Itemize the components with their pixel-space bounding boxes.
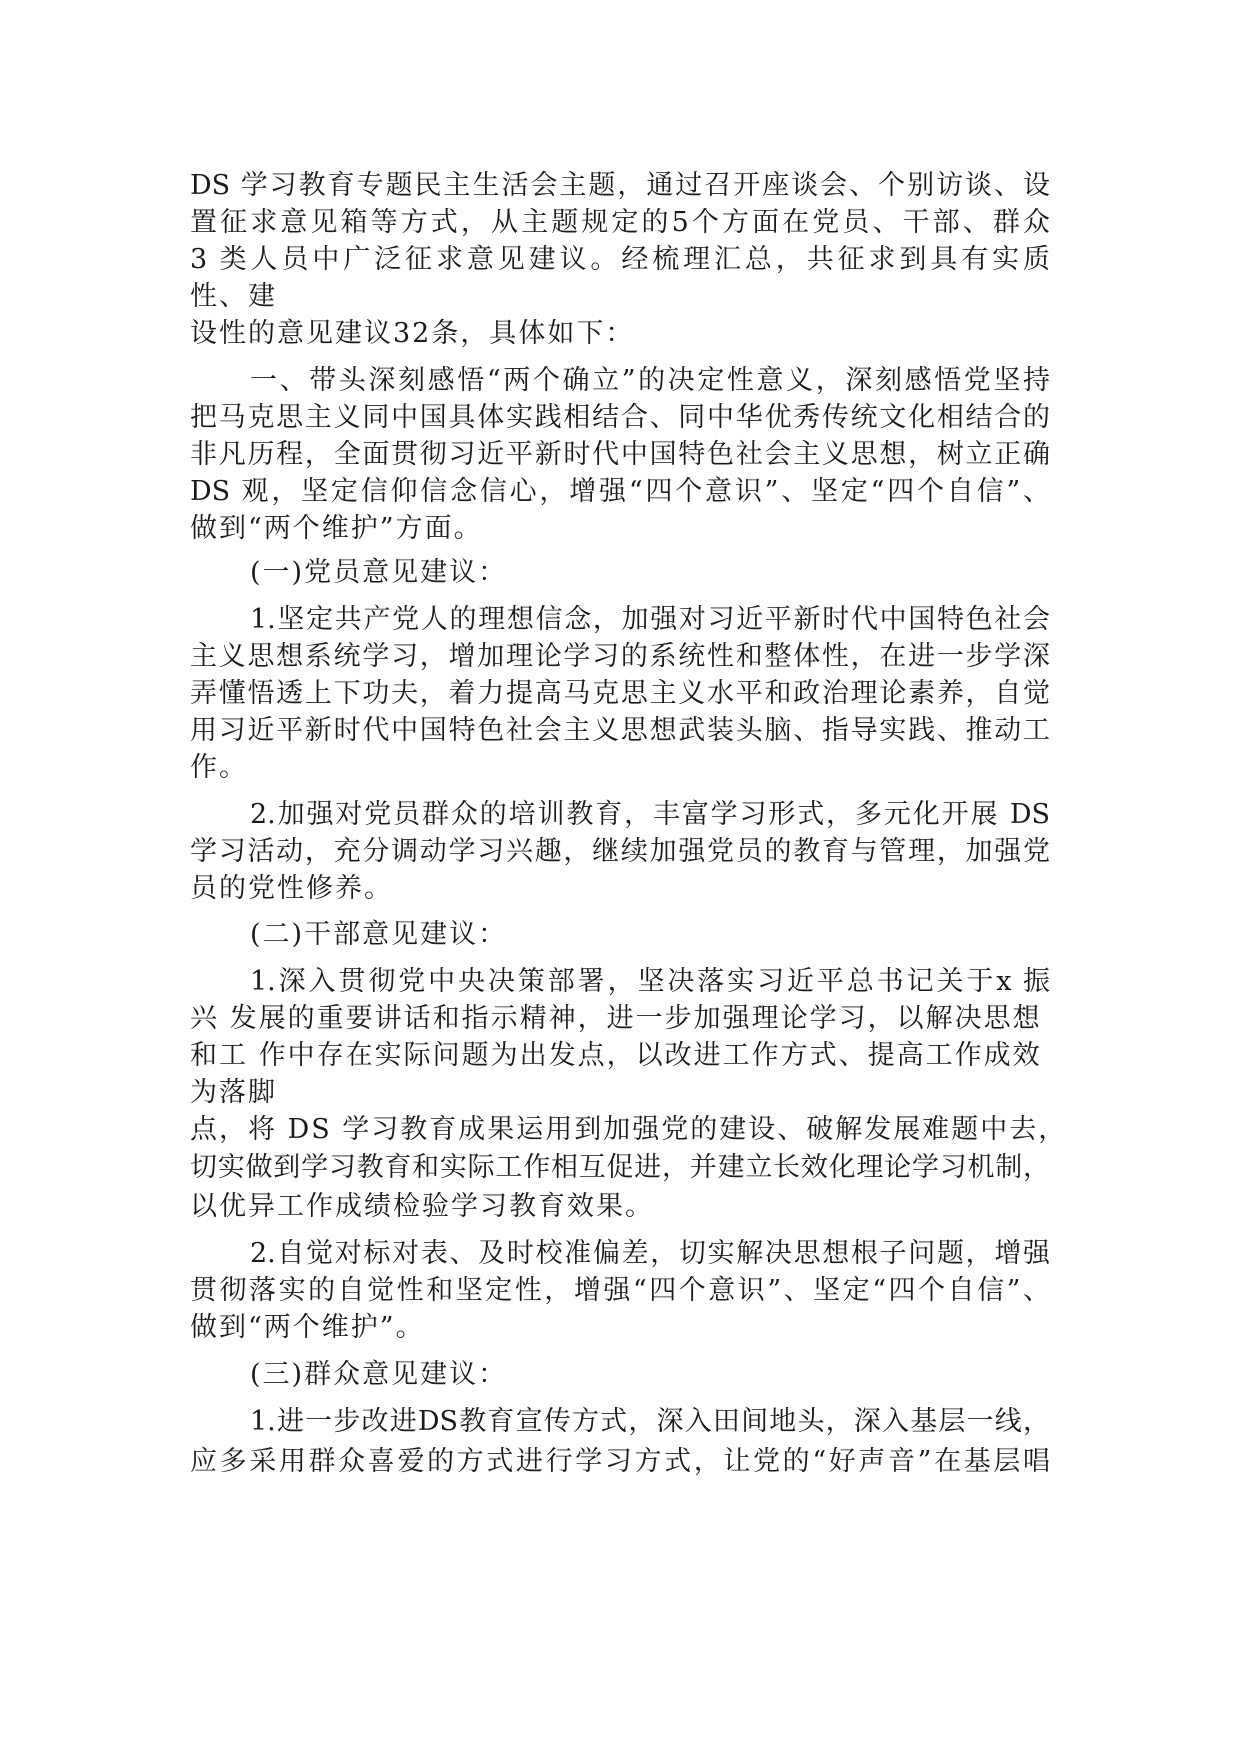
text-line: 1.进一步改进DS教育宣传方式，深入田间地头，深入基层一线， — [250, 1406, 1050, 1437]
text-line: 置征求意见箱等方式，从主题规定的5个方面在党员、干部、群众 — [190, 207, 1050, 238]
text-line: DS 学习教育专题民主生活会主题，通过召开座谈会、个别访谈、设 — [190, 170, 1050, 201]
text-line: 主义思想系统学习，增加理论学习的系统性和整体性，在进一步学深 — [190, 641, 1050, 672]
text-line: 设性的意见建议32条，具体如下： — [190, 318, 635, 349]
text-line: 1.深入贯彻党中央决策部署，坚决落实习近平总书记关于x 振 — [250, 966, 1050, 997]
text-line: 点，将 DS 学习教育成果运用到加强党的建设、破解发展难题中去， — [190, 1114, 1068, 1145]
text-line: 和工 作中存在实际问题为出发点，以改进工作方式、提高工作成效 — [190, 1040, 1042, 1071]
text-line: 把马克思主义同中国具体实践相结合、同中华优秀传统文化相结合的 — [190, 402, 1050, 433]
section-heading: (二)干部意见建议： — [250, 919, 508, 950]
section-heading: (三)群众意见建议： — [250, 1359, 508, 1390]
text-line: 切实做到学习教育和实际工作相互促进，并建立长效化理论学习机制， — [190, 1152, 1050, 1183]
text-line: 1.坚定共产党人的理想信念，加强对习近平新时代中国特色社会 — [250, 604, 1050, 635]
text-line: 为落脚 — [190, 1077, 277, 1108]
text-line: 员的党性修养。 — [190, 873, 393, 904]
text-line: 非凡历程，全面贯彻习近平新时代中国特色社会主义思想，树立正确 — [190, 439, 1050, 470]
text-line: 一、带头深刻感悟“两个确立”的决定性意义，深刻感悟党坚持 — [250, 365, 1050, 396]
text-line: 弄懂悟透上下功夫，着力提高马克思主义水平和政治理论素养，自觉 — [190, 678, 1050, 709]
text-line: 性、建 — [190, 281, 277, 312]
text-line: 做到“两个维护”。 — [190, 1312, 425, 1343]
text-line: 学习活动，充分调动学习兴趣，继续加强党员的教育与管理，加强党 — [190, 836, 1050, 867]
text-line: 用习近平新时代中国特色社会主义思想武装头脑、指导实践、推动工 — [190, 715, 1050, 746]
text-line: 贯彻落实的自觉性和坚定性，增强“四个意识”、坚定“四个自信”、 — [190, 1275, 1050, 1306]
text-line: 作。 — [190, 752, 248, 783]
text-line: 2.加强对党员群众的培训教育，丰富学习形式，多元化开展 DS — [250, 799, 1050, 830]
section-heading: (一)党员意见建议： — [250, 557, 508, 588]
text-line: 应多采用群众喜爱的方式进行学习方式，让党的“好声音”在基层唱 — [190, 1446, 1050, 1477]
text-line: 3 类人员中广泛征求意见建议。经梳理汇总，共征求到具有实质 — [190, 244, 1050, 275]
text-line: 做到“两个维护”方面。 — [190, 513, 483, 544]
text-line: 2.自觉对标对表、及时校准偏差，切实解决思想根子问题，增强 — [250, 1238, 1050, 1269]
text-line: 兴 发展的重要讲话和指示精神，进一步加强理论学习，以解决思想 — [190, 1003, 1042, 1034]
text-line: DS 观，坚定信仰信念信心，增强“四个意识”、坚定“四个自信”、 — [190, 476, 1050, 507]
text-line: 以优异工作成绩检验学习教育效果。 — [190, 1191, 654, 1222]
